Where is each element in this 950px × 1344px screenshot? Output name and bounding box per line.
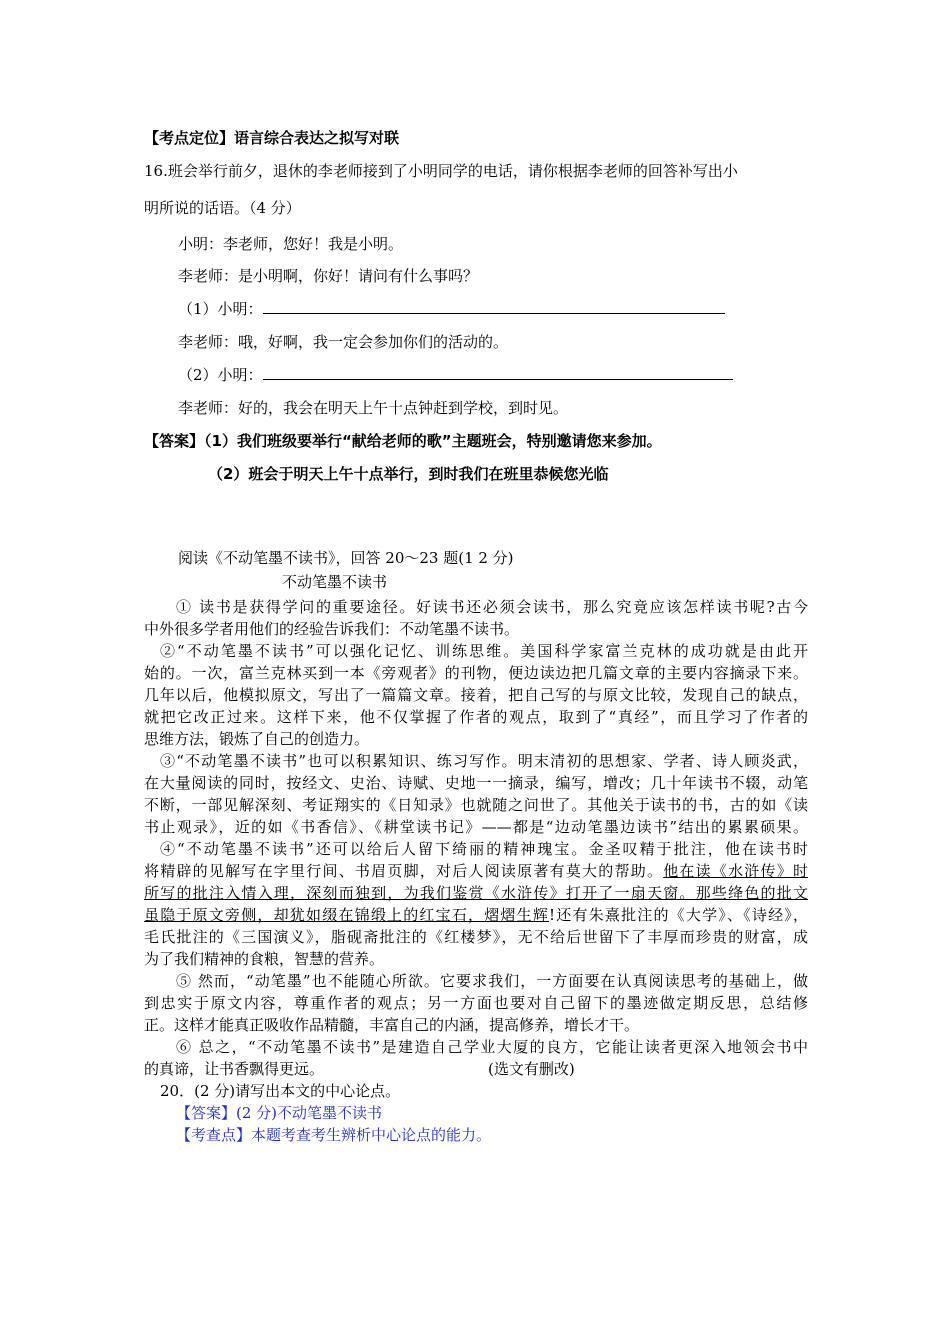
passage-line-underlined — [144, 904, 808, 926]
question-20-answer: 【答案】(2 分)不动笔墨不读书 — [176, 1104, 383, 1122]
passage-line-last — [144, 1058, 808, 1080]
passage-line: 始的。一次，富兰克林买到一本《旁观者》的刊物，便边读边把几篇文章的主要内容摘录下来。 — [144, 664, 808, 682]
passage-line: 思维方法，锻炼了自己的创造力。 — [144, 730, 370, 748]
underlined-text: 所写的批注入情入理，深刻而独到，为我们鉴赏《水浒传》打开了一扇天窗。那些绛色的批文 — [144, 884, 808, 902]
passage-line: ②“不动笔墨不读书”可以强化记忆、训练思维。美国科学家富兰克林的成功就是由此开 — [160, 642, 808, 660]
reading-intro: 阅读《不动笔墨不读书》，回答 20～23 题(1 2 分) — [178, 549, 514, 567]
question-16-stem-cont: 明所说的话语。（4 分） — [144, 199, 301, 217]
passage-text: !还有朱熹批注的《大学》、《诗经》， — [549, 906, 808, 924]
passage-text: 将精辟的见解写在字里行间、书眉页脚，对后人阅读原著有莫大的帮助。 — [144, 862, 664, 880]
passage-title: 不动笔墨不读书 — [282, 573, 388, 591]
passage-line: 不断，一部见解深刻、考证翔实的《日知录》也就随之问世了。其他关于读书的书，古的如《读 — [144, 796, 808, 814]
answer-line-2: （2）班会于明天上午十点举行，到时我们在班里恭候您光临 — [208, 465, 609, 483]
question-20: 20．(2 分)请写出本文的中心论点。 — [160, 1082, 401, 1100]
passage-line: 中外很多学者用他们的经验告诉我们：不动笔墨不读书。 — [144, 620, 520, 638]
answer-line-1: 【答案】（1）我们班级要举行“献给老师的歌”主题班会，特别邀请您来参加。 — [144, 432, 662, 450]
passage-line: 就把它改正过来。这样下来，他不仅掌握了作者的观点，取到了“真经”，而且学习了作者的 — [144, 708, 808, 726]
passage-line: ① 读书是获得学问的重要途径。好读书还必须会读书，那么究竟应该怎样读书呢?古今 — [176, 598, 808, 616]
dialogue-blank-2 — [178, 364, 733, 386]
passage-line: 书止观录》，近的如《书香信》、《耕堂读书记》——都是“边动笔墨边读书”结出的累累硕果。 — [144, 818, 808, 836]
passage-line: ⑤ 然而，“动笔墨”也不能随心所欲。它要求我们，一方面要在认真阅读思考的基础上，做 — [176, 972, 808, 990]
dialogue-line: 小明：李老师，您好！我是小明。 — [178, 235, 404, 253]
underlined-text: 他在读《水浒传》时 — [663, 862, 808, 880]
passage-line: 为了我们精神的食粮，智慧的营养。 — [144, 950, 385, 968]
question-16-stem: 16.班会举行前夕，退休的李老师接到了小明同学的电话，请你根据李老师的回答补写出小 — [144, 162, 738, 180]
dialogue-blank-1 — [178, 298, 725, 320]
dialogue-line: 李老师：好的，我会在明天上午十点钟赶到学校，到时见。 — [178, 399, 569, 417]
passage-text: 的真谛，让书香飘得更远。 — [144, 1060, 325, 1078]
passage-line: 几年以后，他模拟原文，写出了一篇篇文章。接着，把自己写的与原文比较，发现自己的缺点， — [144, 686, 808, 704]
passage-line: ③“不动笔墨不读书”也可以积累知识、练习写作。明末清初的思想家、学者、诗人顾炎武， — [160, 752, 808, 770]
answer-blank — [263, 298, 725, 314]
passage-line-underlined — [144, 860, 808, 882]
passage-line: ⑥ 总之，“不动笔墨不读书”是建造自己学业大厦的良方，它能让读者更深入地领会书中 — [176, 1038, 808, 1056]
passage-line-underlined — [144, 882, 808, 904]
passage-line: 到忠实于原文内容，尊重作者的观点；另一方面也要对自己留下的墨迹做定期反思，总结修 — [144, 994, 808, 1012]
section-heading: 【考点定位】语言综合表达之拟写对联 — [144, 129, 400, 147]
passage-line: 正。这样才能真正吸收作品精髓，丰富自己的内涵，提高修养，增长才干。 — [144, 1016, 640, 1034]
dialogue-label: （1）小明： — [178, 300, 263, 318]
dialogue-line: 李老师：是小明啊，你好！请问有什么事吗？ — [178, 267, 479, 285]
dialogue-label: （2）小明： — [178, 366, 263, 384]
passage-line: ④“不动笔墨不读书”还可以给后人留下绮丽的精神瑰宝。金圣叹精于批注，他在读书时 — [160, 840, 808, 858]
dialogue-line: 李老师：哦，好啊，我一定会参加你们的活动的。 — [178, 333, 509, 351]
passage-body — [144, 596, 808, 1146]
passage-line: 毛氏批注的《三国演义》，脂砚斋批注的《红楼梦》，无不给后世留下了丰厚而珍贵的财富，成 — [144, 928, 808, 946]
source-note: (选文有删改) — [488, 1060, 575, 1078]
question-20-point: 【考查点】本题考查考生辨析中心论点的能力。 — [176, 1126, 492, 1144]
underlined-text: 虽隐于原文旁侧，却犹如缀在锦缎上的红宝石，熠熠生辉 — [144, 906, 550, 924]
passage-line: 在大量阅读的同时，按经文、史治、诗赋、史地一一摘录，编写，增改；几十年读书不辍，动笔 — [144, 774, 808, 792]
answer-blank — [263, 364, 733, 380]
